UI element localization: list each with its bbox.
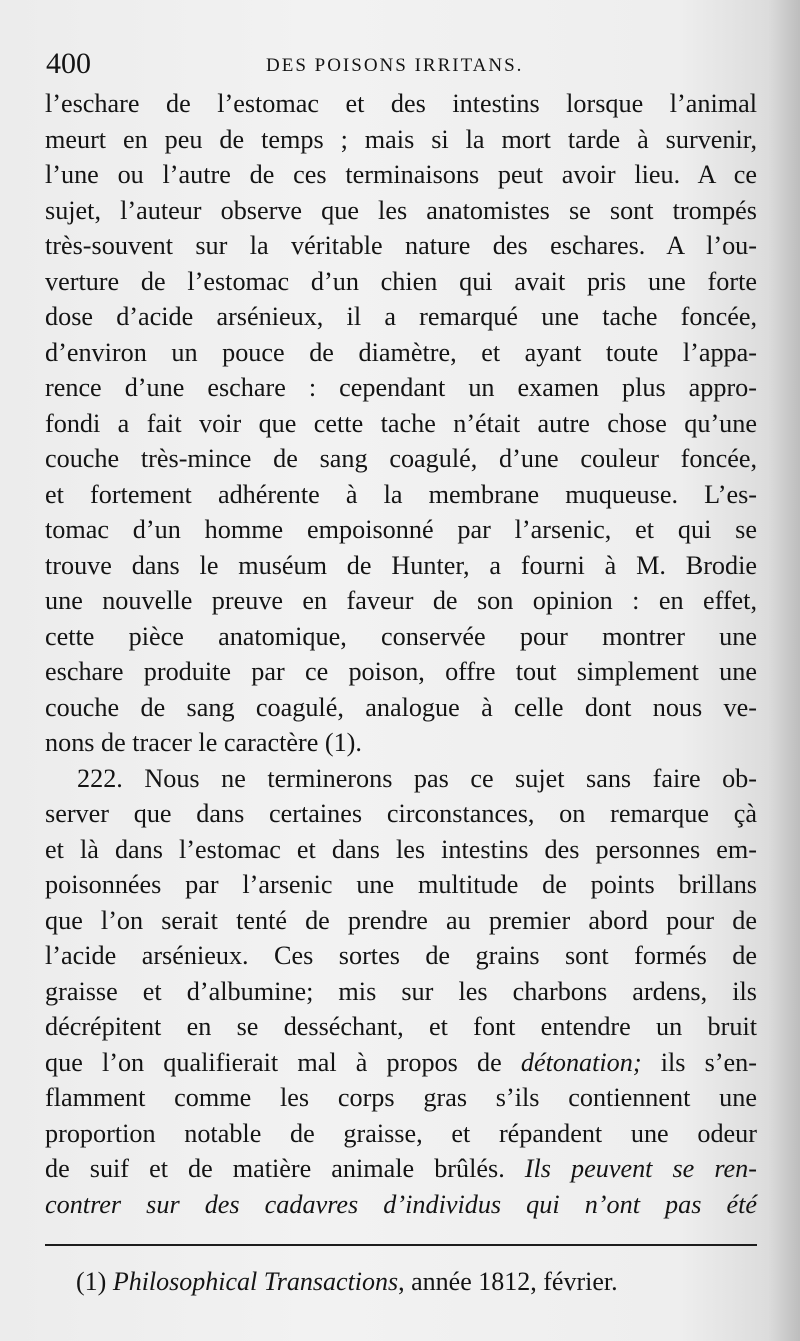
- text-line: dose d’acide arsénieux, il a remarqué une tache foncée,: [45, 302, 757, 331]
- text-line: décrépitent en se desséchant, et font entendre un bruit: [45, 1012, 757, 1041]
- text-line: couche de sang coagulé, analogue à celle dont nous ve-: [45, 692, 757, 722]
- page-number: 400: [46, 47, 91, 80]
- text-run: de suif et de matière animale brûlés.: [45, 1154, 525, 1183]
- text-line: server que dans certaines circonstances, on remarque çà: [45, 799, 757, 828]
- text-line: une nouvelle preuve en faveur de son opinion : en effet,: [45, 586, 757, 615]
- text-line: très-souvent sur la véritable nature des eschares. A l’ou-: [45, 231, 757, 260]
- text-line: poisonnées par l’arsenic une multitude de points brillans: [45, 870, 757, 899]
- footnote: [76, 1265, 756, 1299]
- text-line: que l’on serait tenté de prendre au premier abord pour de: [45, 905, 757, 935]
- text-line: tomac d’un homme empoisonné par l’arsenic, et qui se: [45, 515, 757, 544]
- text-line: l’eschare de l’estomac et des intestins lorsque l’animal: [45, 89, 757, 118]
- text-line: couche très-mince de sang coagulé, d’une couleur foncée,: [45, 444, 757, 473]
- text-line: verture de l’estomac d’un chien qui avait pris une forte: [45, 266, 757, 296]
- running-title: DES POISONS IRRITANS.: [266, 55, 524, 76]
- text-line: [45, 1187, 757, 1223]
- text-line: d’environ un pouce de diamètre, et ayant toute l’appa-: [45, 337, 757, 367]
- paragraph-end-line: nons de tracer le caractère (1).: [45, 728, 362, 757]
- text-line: et fortement adhérente à la membrane muqueuse. L’es-: [45, 479, 757, 509]
- footnote-source-title: Philosophical Transactions: [112, 1267, 399, 1296]
- text-line: fondi a fait voir que cette tache n’était autre chose qu’une: [45, 408, 757, 438]
- text-line: graisse et d’albumine; mis sur les charbons ardens, ils: [45, 976, 757, 1006]
- italic-run: contrer sur des cadavres d’individus qui n’ont pas été: [45, 1189, 757, 1219]
- text-line: l’une ou l’autre de ces terminaisons peut avoir lieu. A ce: [45, 160, 757, 189]
- text-run: que l’on qualifierait mal à propos de: [45, 1047, 521, 1077]
- footnote-rule: [45, 1244, 757, 1246]
- text-line: l’acide arsénieux. Ces sortes de grains sont formés de: [45, 941, 757, 970]
- body-text: [45, 86, 757, 1222]
- text-line: meurt en peu de temps ; mais si la mort tarde à survenir,: [45, 124, 757, 154]
- text-line: [45, 1151, 757, 1187]
- text-line: et là dans l’estomac et dans les intestins des personnes em-: [45, 834, 757, 864]
- paragraph-222-start: 222. Nous ne terminerons pas ce sujet sans faire ob-: [77, 763, 757, 793]
- text-line: flamment comme les corps gras s’ils contiennent une: [45, 1083, 757, 1112]
- running-head: [46, 47, 756, 87]
- text-line: sujet, l’auteur observe que les anatomistes se sont trompés: [45, 195, 757, 225]
- text-line: trouve dans le muséum de Hunter, a fourni à M. Brodie: [45, 550, 757, 580]
- text-run: ils s’en-: [641, 1047, 757, 1077]
- text-line: proportion notable de graisse, et répandent une odeur: [45, 1118, 757, 1148]
- text-line: cette pièce anatomique, conservée pour montrer une: [45, 621, 757, 651]
- text-line: eschare produite par ce poison, offre tout simplement une: [45, 657, 757, 686]
- text-line: [45, 1045, 757, 1081]
- italic-run: Ils peuvent se ren-: [524, 1154, 757, 1183]
- footnote-date: , année 1812, février.: [398, 1267, 618, 1296]
- italic-term: détonation;: [520, 1047, 642, 1077]
- footnote-marker: (1): [76, 1267, 113, 1296]
- text-line: rence d’une eschare : cependant un examen plus appro-: [45, 373, 757, 402]
